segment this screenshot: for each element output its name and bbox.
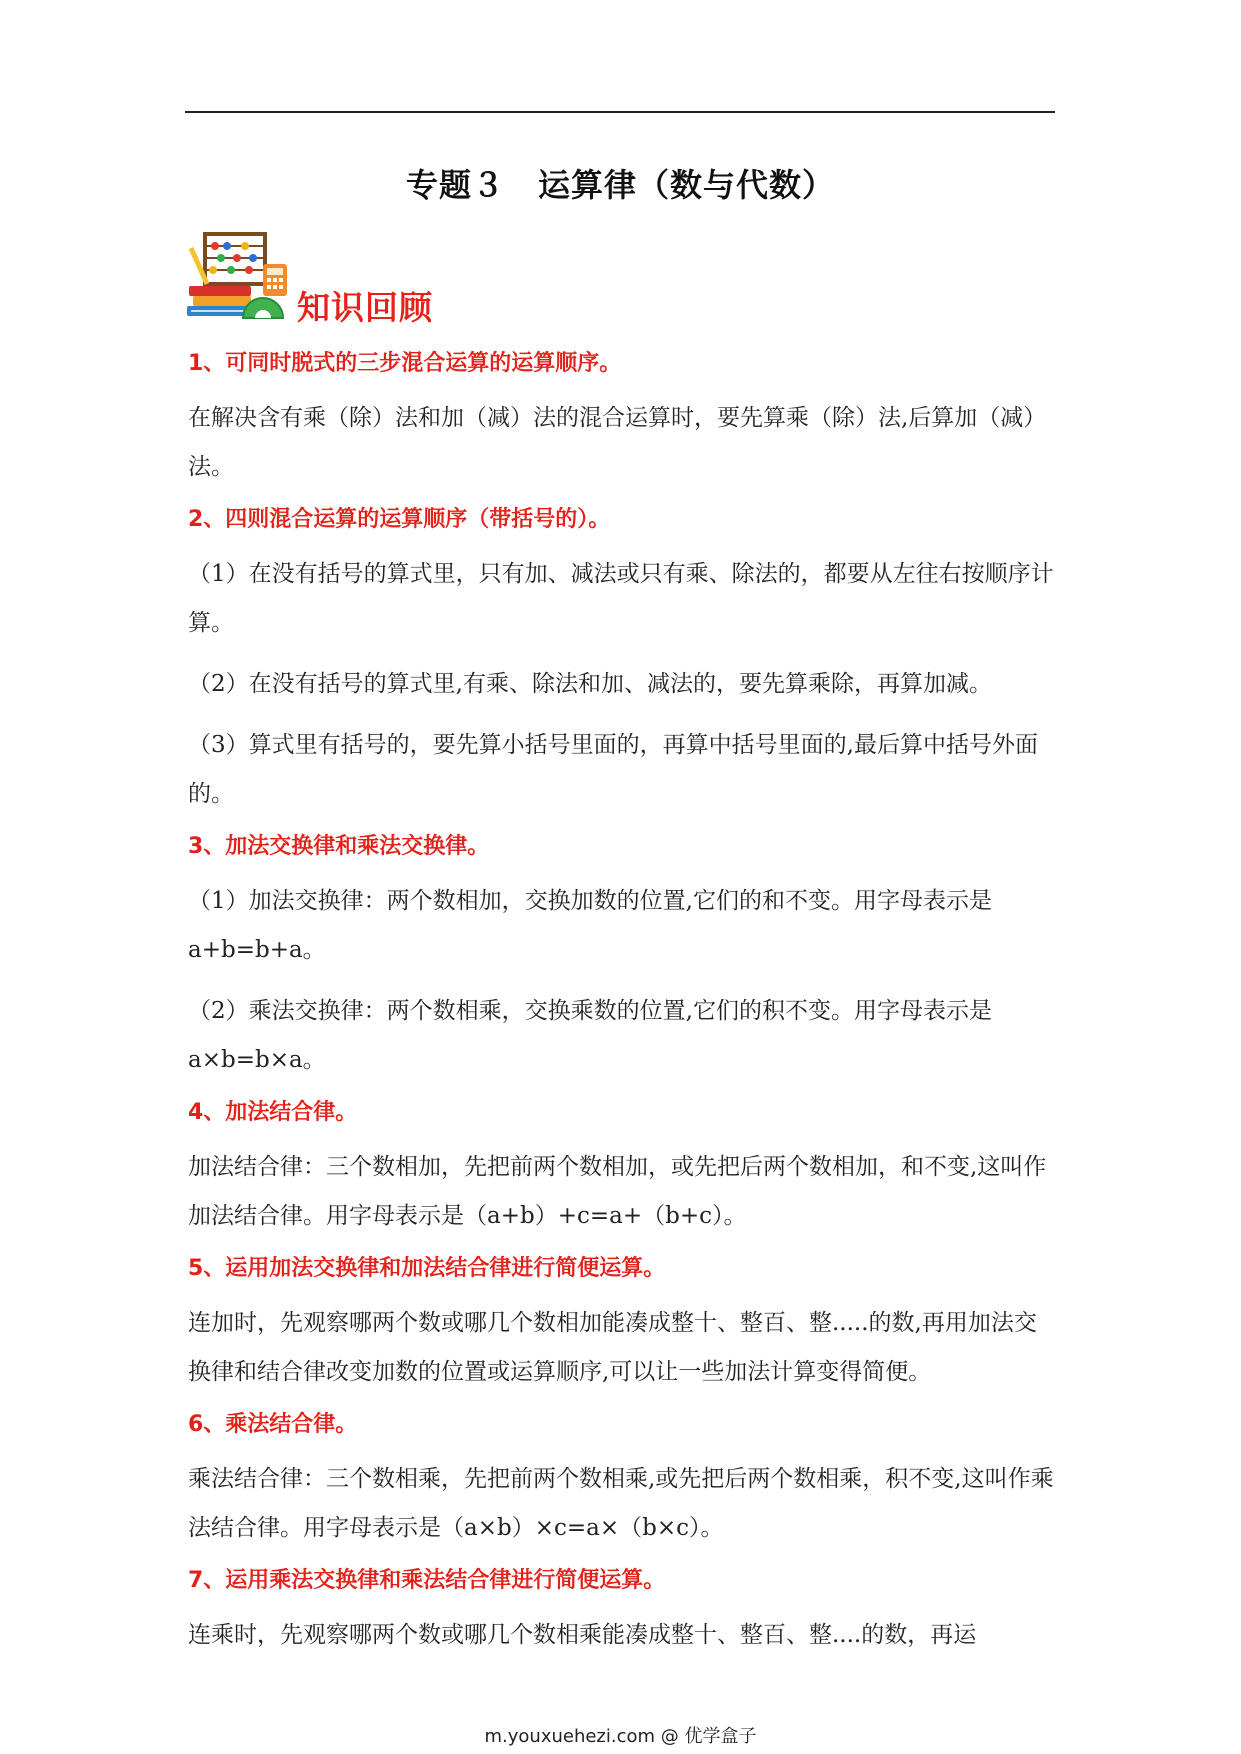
knowledge-review-banner	[185, 228, 585, 327]
section-6	[188, 1409, 1058, 1553]
paragraph: 在解决含有乘（除）法和加（减）法的混合运算时，要先算乘（除）法,后算加（减）法。	[188, 405, 1047, 480]
section-4	[188, 1097, 1058, 1241]
paragraph: 连乘时，先观察哪两个数或哪几个数相乘能凑成整十、整百、整....的数，再运	[188, 1622, 977, 1648]
section-2	[188, 504, 1058, 819]
section-7	[188, 1565, 1058, 1660]
section-heading: 7、运用乘法交换律和乘法结合律进行简便运算。	[188, 1568, 666, 1593]
footer-watermark[interactable]: m.youxuehezi.com @ 优学盒子	[484, 1726, 757, 1747]
section-heading: 3、加法交换律和乘法交换律。	[188, 834, 490, 859]
paragraph: 加法结合律：三个数相加，先把前两个数相加，或先把后两个数相加，和不变,这叫作加法结合律。用字母表示是（a+b）+c=a+（b+c）。	[188, 1154, 1047, 1229]
section-1	[188, 348, 1058, 492]
section-heading: 2、四则混合运算的运算顺序（带括号的）。	[188, 507, 611, 532]
paragraph: 乘法结合律：三个数相乘，先把前两个数相乘,或先把后两个数相乘，积不变,这叫作乘法结合律。用字母表示是（a×b）×c=a×（b×c）。	[188, 1466, 1054, 1541]
section-5	[188, 1253, 1058, 1397]
section-heading: 5、运用加法交换律和加法结合律进行简便运算。	[188, 1256, 666, 1281]
paragraph: （1）在没有括号的算式里，只有加、减法或只有乘、除法的，都要从左往右按顺序计算。	[188, 561, 1054, 636]
section-heading: 1、可同时脱式的三步混合运算的运算顺序。	[188, 351, 622, 376]
section-heading: 4、加法结合律。	[188, 1100, 358, 1125]
section-heading: 6、乘法结合律。	[188, 1412, 358, 1437]
page-title: 专题３ 运算律（数与代数）	[405, 166, 835, 204]
section-3	[188, 831, 1058, 1085]
abacus-books-icon	[185, 228, 295, 324]
top-rule	[185, 111, 1055, 113]
paragraph: （2）在没有括号的算式里,有乘、除法和加、减法的，要先算乘除，再算加减。	[188, 671, 992, 697]
paragraph: 连加时，先观察哪两个数或哪几个数相加能凑成整十、整百、整.....的数,再用加法交换律和结合律改变加数的位置或运算顺序,可以让一些加法计算变得简便。	[188, 1310, 1037, 1385]
paragraph: （3）算式里有括号的，要先算小括号里面的，再算中括号里面的,最后算中括号外面的。	[188, 732, 1038, 807]
paragraph: （2）乘法交换律：两个数相乘，交换乘数的位置,它们的积不变。用字母表示是a×b=b×a。	[188, 998, 992, 1073]
banner-label: 知识回顾	[297, 288, 433, 327]
content	[188, 348, 1058, 1672]
paragraph: （1）加法交换律：两个数相加，交换加数的位置,它们的和不变。用字母表示是a+b=b+a。	[188, 888, 992, 963]
